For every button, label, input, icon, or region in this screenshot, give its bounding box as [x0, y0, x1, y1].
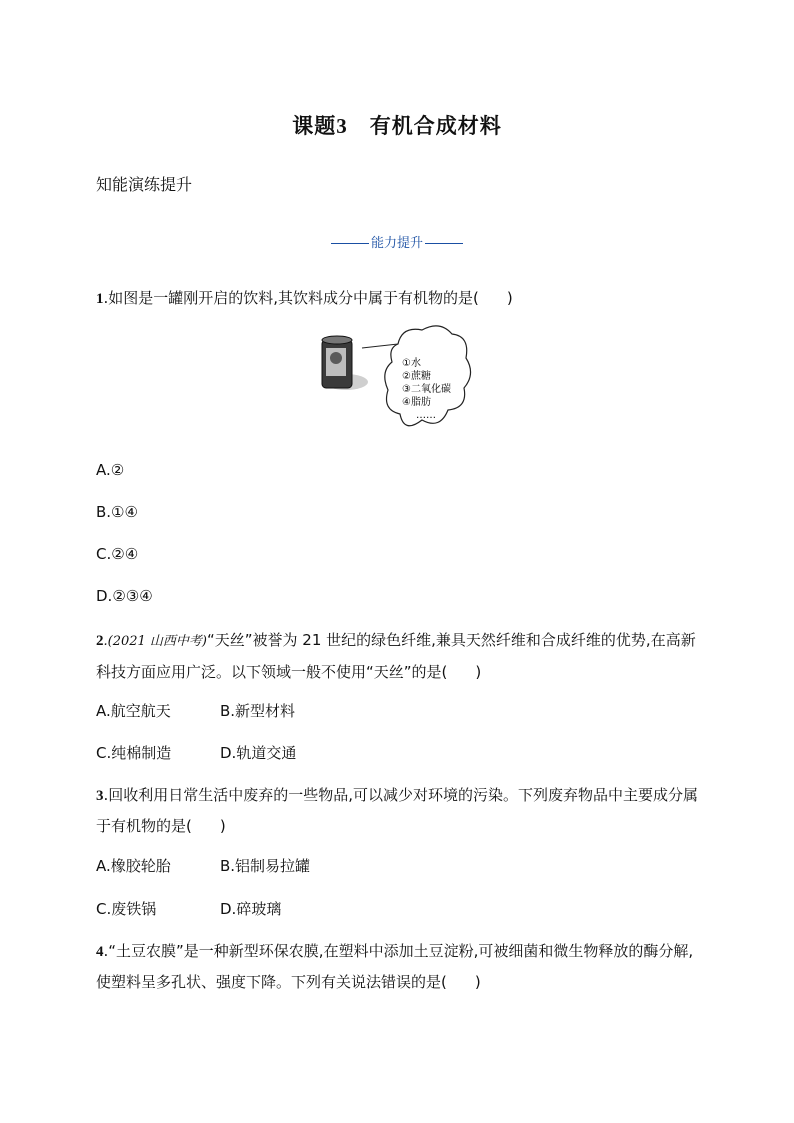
q1-option-b: B.①④	[96, 503, 138, 521]
q3-option-c: C.废铁锅	[96, 900, 157, 918]
q1-option-a: A.②	[96, 461, 125, 479]
question-3-text: .回收利用日常生活中废弃的一些物品,可以减少对环境的污染。下列废弃物品中主要成分属于有机物的是(	[96, 786, 699, 835]
title-prefix: 课题	[292, 114, 337, 138]
question-2-text: “天丝”被誉为 21 世纪的绿色纤维,兼具天然纤维和合成纤维的优势,在高新科技方面应用广泛。以下领域一般不使用“天丝”的是(	[96, 631, 696, 681]
q2-option-b: B.新型材料	[220, 702, 296, 720]
ingredient-2: ②蔗糖	[402, 371, 431, 382]
section-heading: 知能演练提升	[96, 175, 193, 194]
question-4	[96, 936, 706, 997]
question-4-number: 4	[96, 944, 104, 960]
ingredient-1: ①水	[402, 358, 421, 369]
title-main: 有机合成材料	[369, 114, 502, 138]
drink-can-figure	[318, 322, 478, 437]
question-1-close: )	[506, 289, 513, 307]
q1-option-d: D.②③④	[96, 587, 153, 605]
ingredient-4: ④脂肪	[402, 397, 431, 408]
q3-option-a: A.橡胶轮胎	[96, 857, 171, 875]
subsection-right-rule	[425, 243, 463, 244]
page-title	[0, 110, 794, 140]
q2-option-d: D.轨道交通	[220, 744, 297, 762]
q2-option-a: A.航空航天	[96, 702, 171, 720]
q3-option-d: D.碎玻璃	[220, 900, 282, 918]
subsection-left-rule	[331, 243, 369, 244]
question-2	[96, 625, 706, 687]
question-4-text: .“土豆农膜”是一种新型环保农膜,在塑料中添加土豆淀粉,可被细菌和微生物释放的酶分解,使塑料呈多孔状、强度下降。下列有关说法错误的是(	[96, 942, 694, 991]
question-2-close: )	[475, 663, 482, 681]
question-3-number: 3	[96, 788, 104, 804]
q1-option-c: C.②④	[96, 545, 139, 563]
q3-option-b: B.铝制易拉罐	[220, 857, 311, 875]
ingredient-3: ③二氧化碳	[402, 384, 451, 395]
drink-can-illustration	[318, 322, 478, 437]
question-1-text: .如图是一罐刚开启的饮料,其饮料成分中属于有机物的是(	[103, 289, 479, 307]
q2-option-c: C.纯棉制造	[96, 744, 172, 762]
can-top	[322, 336, 352, 344]
subsection-heading	[0, 232, 794, 251]
question-3-close: )	[219, 817, 226, 835]
subsection-label: 能力提升	[370, 236, 423, 251]
question-1	[96, 283, 706, 314]
question-4-close: )	[474, 973, 481, 991]
question-2-source: .(2021 山西中考)	[103, 634, 207, 649]
ingredient-more: ……	[416, 410, 436, 421]
question-2-number: 2	[96, 633, 104, 649]
question-1-number: 1	[96, 291, 104, 307]
title-number: 3	[336, 114, 348, 138]
question-3	[96, 780, 706, 841]
can-label-figure	[330, 352, 342, 364]
